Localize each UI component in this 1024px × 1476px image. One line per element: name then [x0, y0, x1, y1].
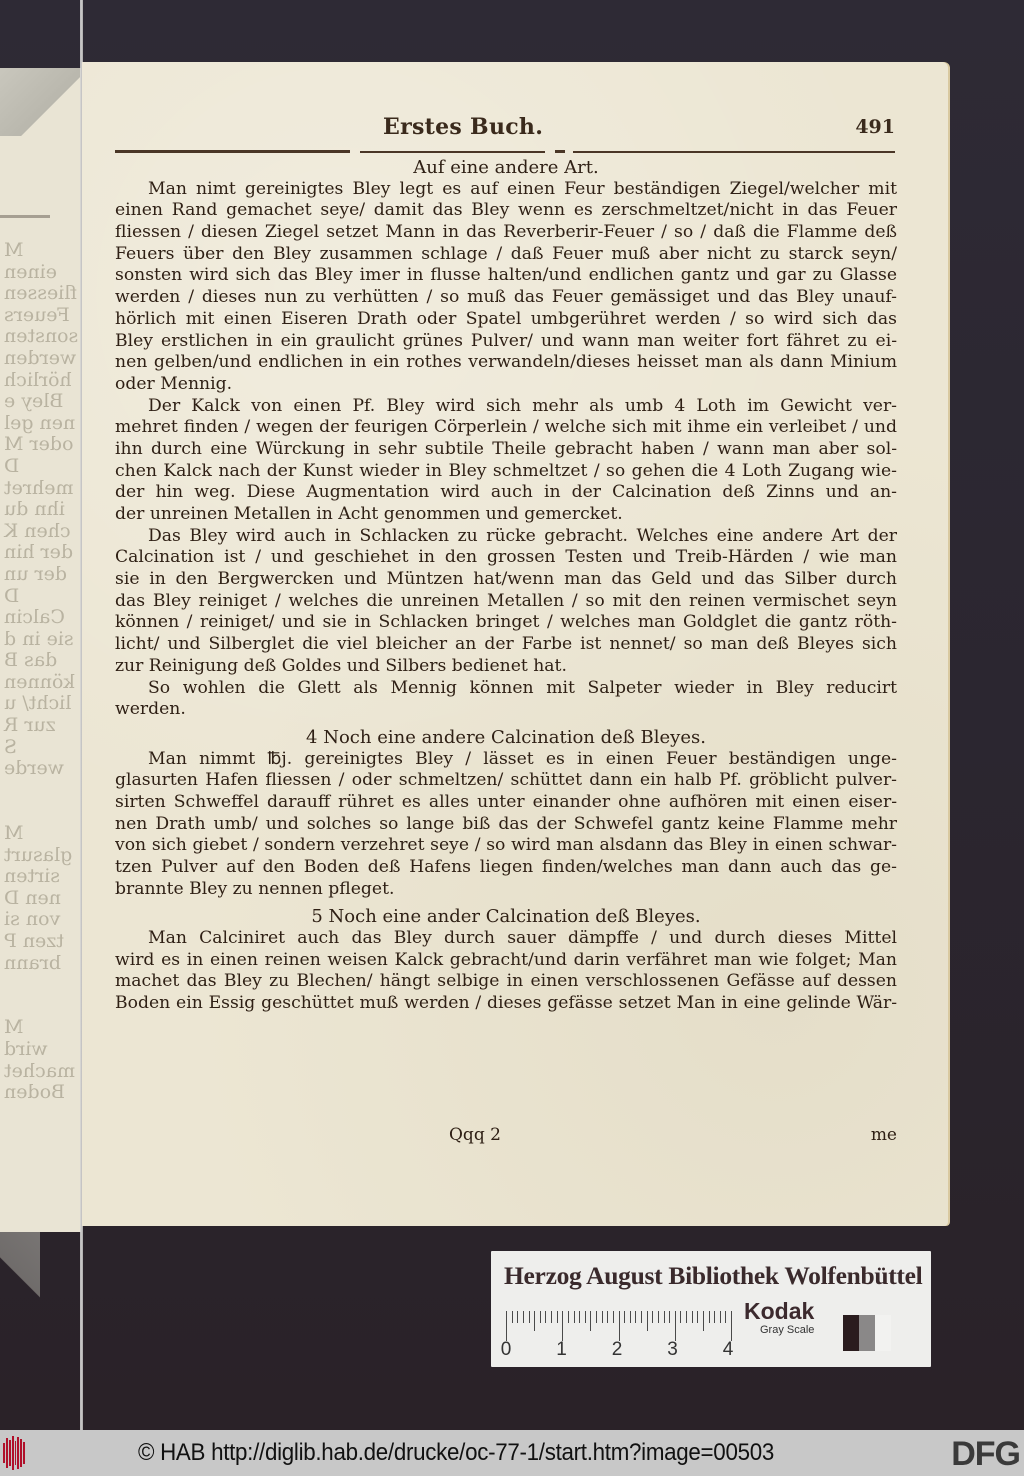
ruler-tick	[585, 1311, 586, 1323]
text-line: nen gelben/und endlichen in ein rothes verwandeln/dieses heisset man als dann Minium	[115, 352, 897, 373]
text-line: brannte Bley zu nennen pfleget.	[115, 878, 395, 899]
ruler-label: 4	[722, 1339, 734, 1360]
text-line: tzen Pulver auf den Boden deß Hafens liegen finden/welches man dann auch das ge-	[115, 857, 897, 877]
ruler-label: 0	[500, 1339, 512, 1360]
ruler-tick	[602, 1311, 603, 1323]
text-line: chen Kalck nach der Kunst wieder in Bley schmeltzet / so gehen die 4 Loth Zugang wie-	[115, 460, 897, 481]
showthrough-line: M	[4, 1016, 24, 1039]
showthrough-line: Boden	[4, 1081, 66, 1104]
ruler-tick	[517, 1311, 518, 1323]
text-line: können / reiniget/ und sie in Schlacken bringet / welches man Goldglet die gantz röth-	[115, 612, 897, 633]
text-line: Feuers über den Bley zusammen schlage / daß Feuer muß aber nicht zu starck seyn/	[115, 243, 897, 264]
text-line: mehret finden / wegen der feurigen Cörperlein / welche sich mit ihme ein verleibet / und	[115, 417, 897, 438]
showthrough-line	[4, 801, 81, 823]
text-line: hörlich mit einen Eiseren Drath oder Spatel umbgerühret werden / so wird sich das	[115, 308, 897, 329]
text-line: von sich giebet / sondern verzehret seye / so wird man alsdann das Bley in einen schwar-	[115, 835, 897, 856]
institution-name: Herzog August Bibliothek Wolfenbüttel	[504, 1261, 923, 1290]
showthrough-line: nen gel	[4, 411, 76, 434]
showthrough-line: tzen P	[4, 930, 64, 952]
ruler-tick	[731, 1311, 732, 1341]
ruler-tick	[669, 1311, 670, 1323]
text-line: licht/ und Silberglet die viel bleicher an der Farbe ist nennet/ so man deß Bleyes sich	[115, 634, 897, 655]
text-line: oder Mennig.	[115, 373, 233, 394]
page-number: 491	[855, 116, 895, 138]
ruler-tick	[568, 1311, 569, 1323]
showthrough-line: Feuers	[4, 303, 70, 326]
ruler-tick	[692, 1311, 693, 1323]
text-line: So wohlen die Glett als Mennig können mit Salpeter wieder in Bley reducirt	[148, 677, 897, 698]
showthrough-line: der un	[4, 562, 68, 585]
gray-swatch	[843, 1315, 859, 1351]
text-line: sirten Schweffel darauff rühret es alles unter einander ohne aufhören mit einen eiser-	[115, 791, 897, 812]
showthrough-line: das B	[4, 649, 58, 672]
ruler-tick	[529, 1311, 530, 1323]
text-line: der unreinen Metallen in Acht genommen und gemercket.	[115, 504, 623, 524]
showthrough-line: werden	[4, 346, 77, 369]
ruler-tick	[534, 1311, 535, 1331]
ruler-tick	[658, 1311, 659, 1323]
text-line: fliessen / diesen Ziegel setzet Mann in das Reverberir-Feuer / so / daß die Flamme deß	[115, 222, 897, 243]
showthrough-line: Calcin	[4, 606, 65, 629]
ruler-tick	[703, 1311, 704, 1331]
text-line: Bley erstlichen in ein graulicht grünes Pulver/ und wann man weiter fort fähret zu ei-	[115, 330, 897, 351]
text-line: Boden ein Essig geschüttet muß werden / dieses gefässe setzet Man in eine gelinde Wär-	[115, 993, 897, 1014]
hab-logo-icon	[3, 1436, 25, 1470]
showthrough-line: einen	[4, 260, 58, 283]
ruler-tick	[590, 1311, 591, 1331]
showthrough-line: ihn du	[4, 498, 65, 521]
showthrough-line	[4, 780, 81, 802]
showthrough-line: chen K	[4, 519, 71, 542]
ruler-tick	[574, 1311, 575, 1323]
text-line: Calcination ist / und geschiehet in den grossen Testen und Treib-Härden / wie man	[115, 547, 897, 568]
showthrough-line: M	[4, 239, 24, 261]
showthrough-line: M	[4, 822, 24, 845]
showthrough-line: werde	[4, 757, 64, 780]
text-line: werden / dieses nun zu verhütten / so muß das Feuer gemässiget und das Bley unauf-	[115, 287, 897, 308]
text-line: machet das Bley zu Blechen/ hängt selbige in einen verschlossenen Gefässe auf dessen	[115, 971, 897, 992]
section-heading: 5 Noch eine ander Calcination deß Bleyes.	[311, 906, 701, 928]
showthrough-line: D	[4, 454, 20, 477]
ruler-tick	[630, 1311, 631, 1323]
ruler-tick	[557, 1311, 558, 1323]
text-line: sonsten wird sich das Bley imer in flusse halten/und endlichen gantz und gar zu Glasse	[115, 265, 897, 286]
scale-card	[491, 1251, 931, 1367]
ruler-tick	[545, 1311, 546, 1323]
text-line: nen Drath umb/ und solches so lange biß das der Schwefel gantz keine Flamme mehr	[115, 813, 897, 834]
copyright-url-link[interactable]: © HAB http://diglib.hab.de/drucke/oc-77-1/start.htm?image=00503	[138, 1439, 774, 1466]
showthrough-line: können	[4, 670, 75, 693]
left-page-fold	[0, 68, 80, 136]
showthrough-line: zur R	[4, 714, 56, 737]
showthrough-line: hörlich	[4, 368, 72, 391]
catchword: me	[870, 1125, 897, 1145]
ruler-tick	[647, 1311, 648, 1331]
ruler-tick	[725, 1311, 726, 1323]
ruler-tick	[596, 1311, 597, 1323]
signature-mark: Qqq 2	[449, 1125, 501, 1145]
gray-scale-swatches	[843, 1315, 891, 1351]
body-text	[115, 157, 897, 1015]
ruler-tick	[607, 1311, 608, 1323]
showthrough-line	[4, 996, 81, 1018]
showthrough-line: S	[4, 735, 18, 758]
showthrough-line: glasurt	[4, 843, 73, 866]
showthrough-line: D	[4, 584, 20, 607]
footer-bar	[0, 1430, 1024, 1476]
left-page-bottom-fold	[0, 1232, 40, 1312]
gray-scale-label: Gray Scale	[760, 1324, 815, 1336]
text-line: einen Rand gemachet seye/ damit das Bley wenn es zerschmeltzet/nicht in das Feuer	[115, 200, 897, 221]
gray-swatch	[875, 1315, 891, 1351]
left-page-rule	[0, 215, 50, 218]
ruler-tick	[641, 1311, 642, 1323]
ruler-tick	[714, 1311, 715, 1323]
text-line: sie in den Bergwercken und Müntzen hat/wenn man das Geld und das Silber durch	[115, 569, 897, 590]
text-line: Man nimt gereinigtes Bley legt es auf einen Feur beständigen Ziegel/welcher mit	[148, 178, 897, 199]
book-page	[82, 62, 948, 1226]
showthrough-line: der hin	[4, 541, 74, 564]
ruler-tick	[635, 1311, 636, 1323]
ruler-tick	[664, 1311, 665, 1323]
text-line: Man Calciniret auch das Bley durch sauer dämpffe / und durch dieses Mittel	[148, 928, 897, 949]
showthrough-line: machet	[4, 1059, 76, 1082]
showthrough-line: wird	[4, 1037, 48, 1060]
text-line: wird es in einen reinen weisen Kalck gebracht/und darin verfähret man wie folget; Man	[115, 949, 897, 970]
showthrough-line: oder M	[4, 433, 74, 456]
ruler-tick	[540, 1311, 541, 1323]
showthrough-line: licht/ u	[4, 692, 72, 715]
section-heading: 4 Noch eine andere Calcination deß Bleyes.	[306, 726, 706, 748]
showthrough-line: sonsten	[4, 325, 79, 348]
showthrough-line	[4, 974, 81, 996]
ruler-tick	[624, 1311, 625, 1323]
ruler-tick	[523, 1311, 524, 1323]
showthrough-line: fliessen	[4, 282, 77, 305]
showthrough-line: von si	[4, 908, 61, 931]
text-line: glasurten Hafen fliessen / oder schmeltzen/ schüttet dann ein halb Pf. gröblicht pulver-	[115, 770, 897, 791]
ruler-tick	[512, 1311, 513, 1323]
showthrough-line: nen D	[4, 886, 61, 909]
running-title: Erstes Buch.	[383, 114, 544, 140]
text-line: werden.	[115, 699, 186, 720]
ruler-tick	[619, 1311, 620, 1341]
text-line: zur Reinigung deß Goldes und Silbers bedienet hat.	[115, 655, 567, 676]
showthrough-line: Bley e	[4, 390, 64, 413]
showthrough-line: sirten	[4, 865, 61, 888]
kodak-brand: Kodak	[744, 1298, 815, 1324]
showthrough-line: mehret	[4, 476, 74, 499]
left-page-showthrough-text	[4, 240, 81, 1104]
ruler-tick	[720, 1311, 721, 1323]
ruler-tick	[680, 1311, 681, 1323]
ruler-label: 2	[611, 1339, 623, 1360]
cm-ruler	[500, 1311, 734, 1360]
head-rule	[115, 150, 895, 154]
text-line: ihn durch eine Würckung in sehr subtile Theile gebracht haben / wann man aber sol-	[115, 438, 897, 459]
running-head	[115, 114, 895, 152]
ruler-tick	[579, 1311, 580, 1323]
showthrough-line: brann	[4, 951, 62, 974]
ruler-tick	[709, 1311, 710, 1323]
ruler-tick	[675, 1311, 676, 1341]
gray-swatch	[859, 1315, 875, 1351]
ruler-tick	[562, 1311, 563, 1341]
text-line: der hin weg. Diese Augmentation wird auch in der Calcination deß Zinns und an-	[115, 482, 897, 503]
text-line: das Bley reiniget / welches die unreinen Metallen / so mit den reinen vermischet seyn	[115, 590, 897, 611]
section-heading: Auf eine andere Art.	[413, 157, 599, 178]
page-footer-marks	[115, 1125, 897, 1149]
text-line: Der Kalck von einen Pf. Bley wird sich mehr als umb 4 Loth im Gewicht ver-	[148, 395, 897, 416]
ruler-tick	[652, 1311, 653, 1323]
text-line: Man nimmt ℔j. gereinigtes Bley / lässet es in einen Feuer beständigen unge-	[148, 748, 897, 769]
dfg-logo-icon: DFG	[951, 1435, 1020, 1473]
ruler-tick	[613, 1311, 614, 1323]
showthrough-line: sie in d	[4, 627, 74, 650]
left-page-fragment	[0, 68, 81, 1232]
text-line: Das Bley wird auch in Schlacken zu rücke gebracht. Welches eine andere Art der	[148, 525, 897, 546]
ruler-tick	[506, 1311, 507, 1341]
ruler-label: 1	[556, 1339, 567, 1360]
ruler-tick	[697, 1311, 698, 1323]
ruler-tick	[551, 1311, 552, 1323]
ruler-label: 3	[667, 1339, 678, 1360]
ruler-tick	[686, 1311, 687, 1323]
